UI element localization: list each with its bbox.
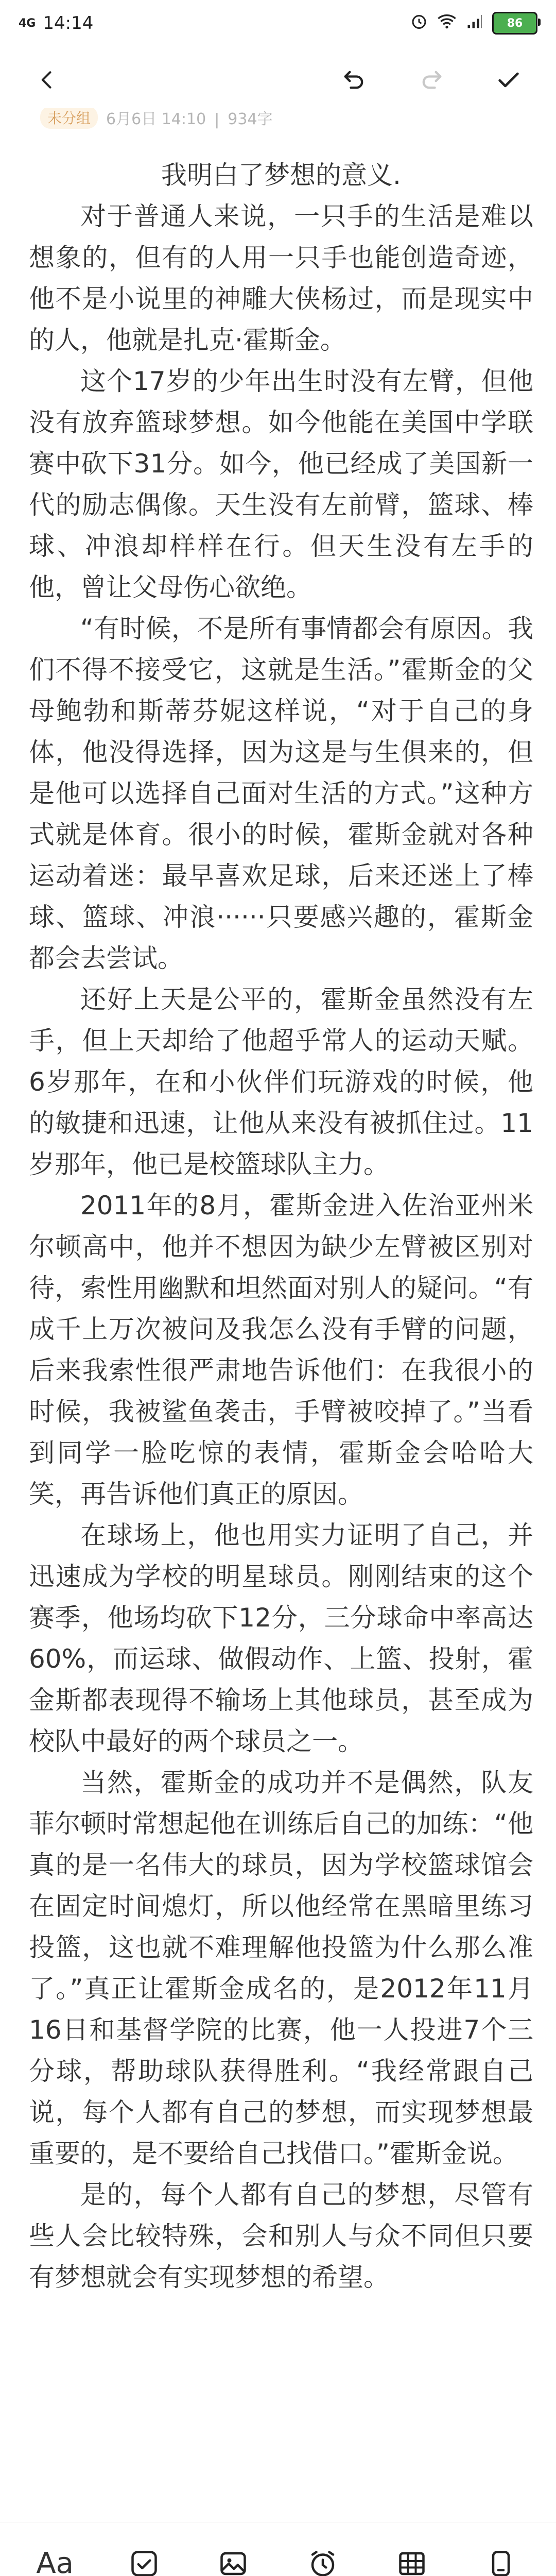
- folder-tag[interactable]: 未分组: [40, 108, 98, 129]
- paragraph: 当然，霍斯金的成功并不是偶然，队友菲尔顿时常想起他在训练后自己的加练：“他真的是一名伟大的球员，因为学校篮球馆会在固定时间熄灯，所以他经常在黑暗里练习投篮，这也就不难理解他投篮为什么那么准了。”真正让霍斯金成名的，是2012年11月16日和基督学院的比赛，他一人投进7个三分球，帮助球队获得胜利。“我经常跟自己说，每个人都有自己的梦想，而实现梦想最重要的，是不要给自己找借口。”霍斯金说。: [29, 1768, 533, 2168]
- status-bar: [0, 0, 556, 46]
- wifi-icon: [437, 12, 457, 35]
- editor-toolbar: [0, 46, 556, 113]
- check-icon[interactable]: [488, 59, 529, 100]
- network-indicator: 4G: [19, 16, 36, 30]
- note-title: 我明白了梦想的意义.: [161, 160, 401, 190]
- meta-separator: |: [214, 111, 220, 129]
- alarm-status-icon: [410, 12, 428, 35]
- battery-indicator: 86: [492, 12, 537, 35]
- status-bar-left: [19, 13, 93, 33]
- status-bar-right: [410, 12, 537, 35]
- redo-icon[interactable]: [411, 59, 452, 100]
- note-date: 6月6日 14:10: [106, 110, 206, 128]
- signal-icon: [465, 12, 484, 35]
- word-count: 934字: [228, 110, 273, 128]
- paragraph: 对于普通人来说，一只手的生活是难以想象的，但有的人用一只手也能创造奇迹，他不是小说里的神雕大侠杨过，而是现实中的人，他就是扎克·霍斯金。: [29, 201, 533, 355]
- table-icon[interactable]: [389, 2540, 435, 2576]
- paragraph: 是的，每个人都有自己的梦想，尽管有些人会比较特殊，会和别人与众不同但只要有梦想就会有实现梦想的希望。: [29, 2180, 533, 2292]
- paragraph: “有时候，不是所有事情都会有原因。我们不得不接受它，这就是生活。”霍斯金的父母鲍勃和斯蒂芬妮这样说，“对于自己的身体，他没得选择，因为这是与生俱来的，但是他可以选择自己面对生活的方式。”这种方式就是体育。很小的时候，霍斯金就对各种运动着迷：最早喜欢足球，后来还迷上了棒球、篮球、冲浪······只要感兴趣的，霍斯金都会去尝试。: [29, 614, 533, 973]
- text-format-label: Aa: [36, 2547, 74, 2576]
- paragraph: 还好上天是公平的，霍斯金虽然没有左手，但上天却给了他超乎常人的运动天赋。6岁那年，在和小伙伴们玩游戏的时候，他的敏捷和迅速，让他从来没有被抓住过。11岁那年，他已是校篮球队主力。: [29, 985, 533, 1179]
- undo-icon[interactable]: [334, 59, 375, 100]
- toolbar-actions: [334, 59, 529, 100]
- more-icon[interactable]: [478, 2540, 524, 2576]
- back-icon[interactable]: [27, 59, 68, 100]
- image-icon[interactable]: [210, 2540, 256, 2576]
- checkbox-icon[interactable]: [121, 2540, 167, 2576]
- clock: 14:14: [43, 13, 94, 33]
- paragraph: 这个17岁的少年出生时没有左臂，但他没有放弃篮球梦想。如今他能在美国中学联赛中砍下31分。如今，他已经成了美国新一代的励志偶像。天生没有左前臂，篮球、棒球、冲浪却样样在行。但天生没有左手的他，曾让父母伤心欲绝。: [29, 366, 533, 602]
- note-body[interactable]: [29, 155, 533, 2298]
- paragraph: 在球场上，他也用实力证明了自己，并迅速成为学校的明星球员。刚刚结束的这个赛季，他场均砍下12分，三分球命中率高达60%，而运球、做假动作、上篮、投射，霍金斯都表现得不输场上其他球员，甚至成为校队中最好的两个球员之一。: [29, 1520, 533, 1756]
- format-toolbar: [0, 2522, 556, 2576]
- text-format-button[interactable]: [32, 2540, 78, 2576]
- note-meta: [40, 108, 273, 129]
- paragraph: 2011年的8月，霍斯金进入佐治亚州米尔顿高中，他并不想因为缺少左臂被区别对待，索性用幽默和坦然面对别人的疑问。“有成千上万次被问及我怎么没有手臂的问题，后来我索性很严肃地告诉他们：在我很小的时候，我被鲨鱼袭击，手臂被咬掉了。”当看到同学一脸吃惊的表情，霍斯金会哈哈大笑，再告诉他们真正的原因。: [29, 1191, 533, 1509]
- alarm-clock-icon[interactable]: [300, 2540, 346, 2576]
